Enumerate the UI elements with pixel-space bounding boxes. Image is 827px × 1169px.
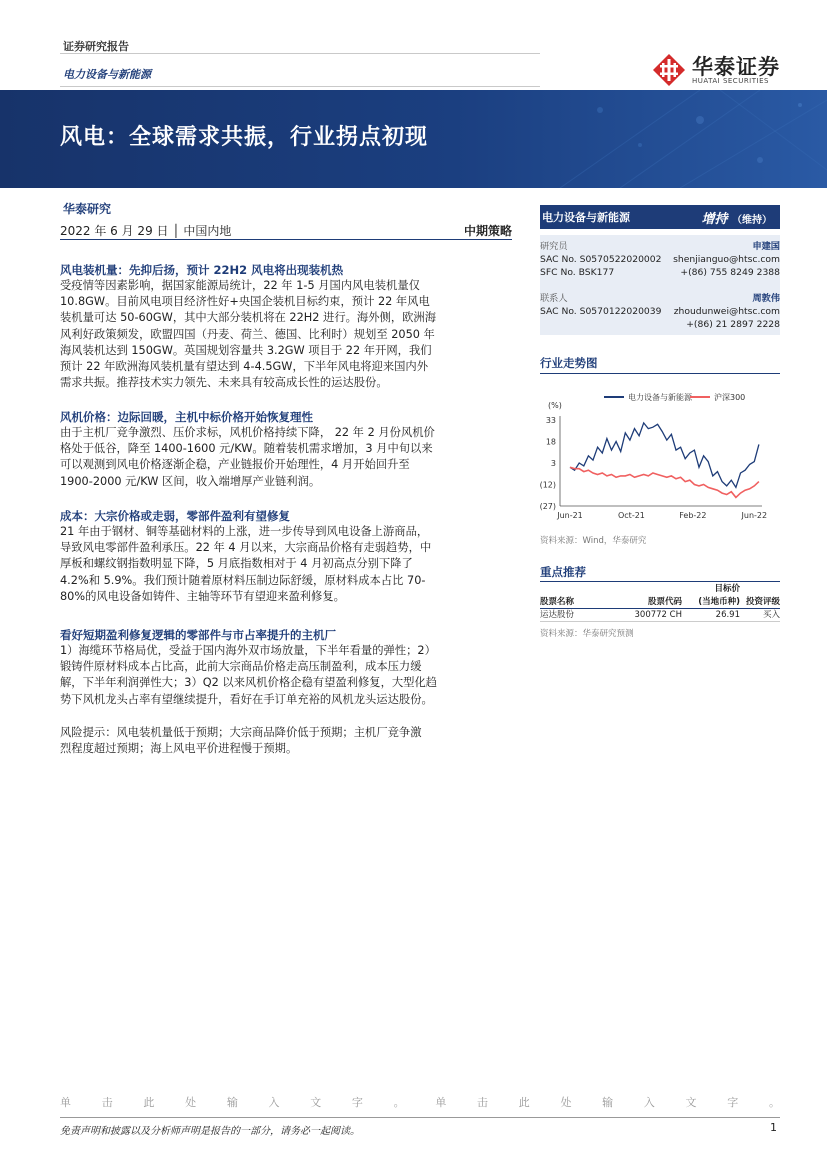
y-tick-label: 3: [550, 459, 556, 468]
footer-placeholder-char: 入: [643, 1096, 655, 1109]
strategy-label: 中期策略: [463, 224, 512, 238]
series-line: [570, 423, 759, 488]
footer-placeholder-char: 入: [268, 1096, 280, 1109]
section-risk: [60, 725, 512, 757]
footer-placeholder-char: 文: [310, 1096, 322, 1109]
research-label: 华泰研究: [63, 202, 112, 216]
footer-placeholder-char: 单: [60, 1096, 71, 1109]
rating-box: [540, 205, 780, 229]
trend-chart: [540, 378, 780, 528]
section-body: 1）海缆环节格局优，受益于国内海外双市场放量，下半年看量的弹性；2） 锻铸件原材料成本占比高，此前大宗商品价格走高压制盈利，成本压力缓 解，下半年利润弹性大；3）Q2 以来风机价格企稳有望盈利修复，大型化趋 势下风机龙头占率有望继续提升，看好在手订单充裕的风机龙头运达股份。: [60, 644, 438, 706]
footer-placeholder-char: 。: [768, 1096, 780, 1109]
footer-divider: [60, 1117, 780, 1118]
footer-placeholder-char: 字: [351, 1096, 363, 1109]
section-body: 由于主机厂竞争激烈、压价求标，风机价格持续下降， 22 年 2 月份风机价 格处于低谷，降至 1400-1600 元/KW。随着装机需求增加，3 月中旬以来 可以观测到风电价格逐渐企稳，产业链报价开始理性，4 月开始回升至 1900-2000 元/KW 区间，收入端增厚产业链利润。: [60, 426, 435, 488]
report-type: 证券研究报告: [63, 40, 129, 53]
section-body: 21 年由于钢材、铜等基础材料的上涨，进一步传导到风电设备上游商品， 导致风电零部件盈利承压。22 年 4 月以来，大宗商品价格有走弱趋势，中 厚板和螺纹钢指数明显下降，5 月底指数相对于 4 月初高点分别下降了 4.2%和 5.9%。我们预计随着原材料压制边际舒缓，原材料成本占比 70- 80%的风电设备如铸件、主轴等环节有望迎来盈利修复。: [60, 525, 432, 603]
page-title: 风电：全球需求共振，行业拐点初现: [60, 125, 429, 150]
section-price: [60, 409, 512, 490]
x-tick-label: Jun-22: [741, 511, 768, 520]
footer-placeholder-char: 此: [518, 1096, 530, 1109]
footer-placeholder-char: 单: [435, 1096, 447, 1109]
footer-placeholder[interactable]: [60, 1094, 780, 1110]
company-logo: [652, 51, 782, 89]
footer-placeholder-char: 输: [602, 1096, 614, 1109]
picks-table: 目标价 股票名称 股票代码 (当地币种) 投资评级 运达股份 300772 CH 26.91 买入: [540, 584, 780, 620]
logo-cn-text: 华泰证券: [692, 55, 780, 79]
footer-disclaimer: 免责声明和披露以及分析师声明是报告的一部分，请务必一起阅读。: [60, 1126, 360, 1137]
analyst-email[interactable]: shenjianguo@htsc.com: [673, 254, 780, 265]
rating-value: 增持 （维持）: [701, 212, 772, 227]
footer-placeholder-char: 输: [226, 1096, 238, 1109]
x-tick-label: Feb-22: [679, 511, 707, 520]
section-heading: 风电装机量：先抑后扬，预计 22H2 风电将出现装机热: [60, 263, 344, 277]
y-tick-label: (27): [540, 502, 556, 511]
section-outlook: [60, 627, 512, 708]
header-divider: [60, 53, 540, 54]
risk-body: 风险提示：风电装机量低于预期；大宗商品降价低于预期；主机厂竞争激 烈程度超过预期；海上风电平价进程慢于预期。: [60, 726, 422, 756]
section-body: 受疫情等因素影响，据国家能源局统计，22 年 1-5 月国内风电装机量仅 10.8GW。目前风电项目经济性好+央国企装机目标约束，预计 22 年风电 装机量可达 50-60GW，其中大部分装机将在 22H2 进行。海外侧，欧洲海 风利好政策频发，欧盟四国（丹麦、荷兰、德国、比利时）规划至 2050 年 海风装机达到 150GW。英国规划容量共 3.2GW 项目于 22 年开网，我们 预计 22 年欧洲海风装机量有望达到 4-4.5GW，下半年风电将迎来国内外 需求共振。推荐技术实力领先、未来具有较高成长性的运达股份。: [60, 279, 437, 390]
series-line: [570, 467, 759, 497]
footer-placeholder-char: 击: [477, 1096, 489, 1109]
analyst-1: 研究员 申建国 SAC No. S0570522020002 shenjianguo@htsc.com SFC No. BSK177 +(86) 755 8249 2388: [540, 241, 780, 278]
huatai-logo-icon: [652, 53, 686, 87]
page-number: 1: [770, 1121, 777, 1134]
legend-label: 电力设备与新能源: [628, 393, 692, 402]
table-row: 运达股份 300772 CH 26.91 买入: [540, 610, 780, 620]
footer-placeholder-char: 此: [143, 1096, 155, 1109]
section-cost: [60, 508, 512, 605]
footer-placeholder-char: 处: [185, 1096, 197, 1109]
legend-label: 沪深300: [714, 393, 746, 402]
trend-title: 行业走势图: [540, 356, 598, 370]
trend-source: 资料来源：Wind，华泰研究: [540, 536, 647, 546]
section-heading: 看好短期盈利修复逻辑的零部件与市占率提升的主机厂: [60, 628, 336, 642]
x-tick-label: Oct-21: [617, 511, 645, 520]
trend-divider: [540, 373, 780, 374]
x-tick-label: Jun-21: [557, 511, 583, 520]
analyst-email[interactable]: zhoudunwei@htsc.com: [673, 306, 780, 317]
section-installations: [60, 262, 512, 391]
logo-en-text: HUATAI SECURITIES: [692, 77, 769, 85]
report-date: 2022 年 6 月 29 日 │ 中国内地: [60, 224, 232, 238]
picks-source: 资料来源：华泰研究预测: [540, 629, 634, 639]
section-heading: 风机价格：边际回暖，主机中标价格开始恢复理性: [60, 410, 313, 424]
picks-title: 重点推荐: [540, 565, 586, 579]
rating-sector: 电力设备与新能源: [542, 211, 630, 224]
footer-placeholder-char: 。: [393, 1096, 405, 1109]
footer-placeholder-char: 文: [685, 1096, 697, 1109]
header-divider: [60, 86, 540, 87]
y-axis-label: (%): [548, 401, 562, 410]
header-sector: 电力设备与新能源: [63, 68, 151, 81]
footer-placeholder-char: 字: [727, 1096, 739, 1109]
section-heading: 成本：大宗价格或走弱，零部件盈利有望修复: [60, 509, 290, 523]
y-tick-label: 18: [545, 437, 556, 447]
picks-divider: [540, 581, 780, 582]
footer-placeholder-char: 击: [101, 1096, 113, 1109]
y-tick-label: 33: [545, 416, 556, 425]
footer-placeholder-char: 处: [560, 1096, 572, 1109]
analyst-2: 联系人 周敦伟 SAC No. S0570122020039 zhoudunwei@htsc.com +(86) 21 2897 2228: [540, 293, 780, 330]
y-tick-label: (12): [540, 480, 556, 490]
